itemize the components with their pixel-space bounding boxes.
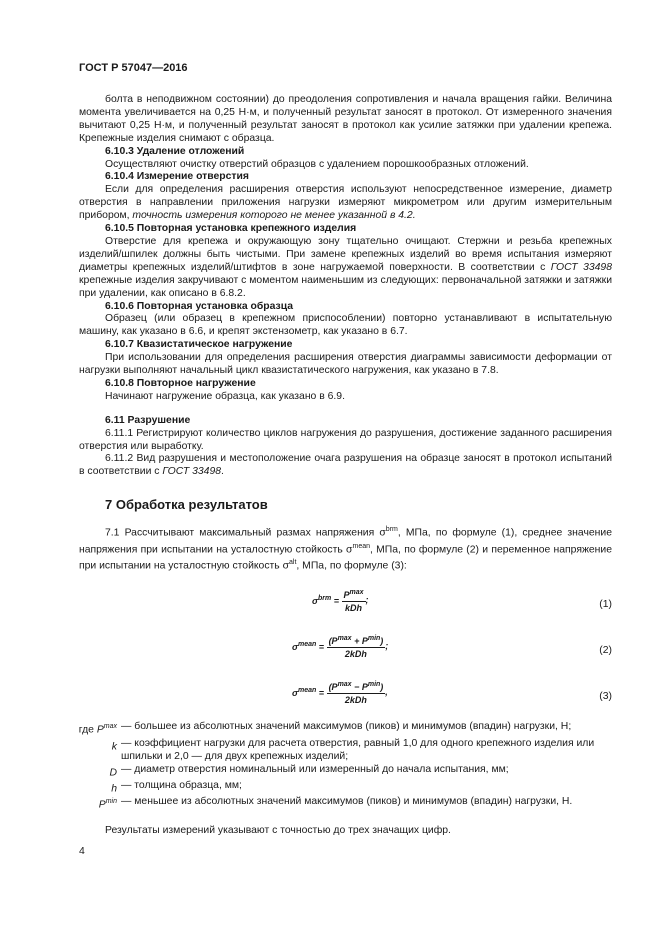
paragraph-6-11-1: 6.11.1 Регистрируют количество циклов нагружения до разрушения, достижение заданного расширения отверстия или выработку. (79, 427, 612, 452)
definition-row (63, 721, 612, 737)
paragraph-6-11-2-text-b: . (221, 466, 224, 478)
heading-6-11: 6.11 Разрушение (105, 414, 191, 426)
formula-1 (79, 587, 612, 625)
formula-eq: = (316, 688, 325, 699)
heading-6-10-5: 6.10.5 Повторная установка крепежного изделия (105, 223, 357, 235)
section-7-heading: 7 Обработка результатов (105, 497, 268, 513)
heading-6-10-3: 6.10.3 Удаление отложений (105, 145, 245, 157)
paragraph-6-10-8: Начинают нагружение образца, как указано в 6.9. (105, 390, 345, 402)
where-prefix: где (78, 724, 97, 736)
page-number: 4 (79, 846, 85, 857)
formula-tail: ; (385, 641, 389, 652)
formula-2 (79, 633, 612, 671)
p71-sup-mean: mean (352, 542, 370, 550)
p71-a: 7.1 Рассчитывают максимальный размах напряжения σ (105, 527, 386, 539)
formula-num-end: ) (380, 636, 384, 647)
definition-text: — большее из абсолютных значений максимумов (пиков) и минимумов (впадин) нагрузки, Н; (121, 721, 572, 733)
formula-3 (79, 679, 612, 717)
formula-fraction (327, 679, 386, 706)
formula-eq: = (316, 642, 325, 653)
paragraph-6-11-2-text-a: 6.11.2 Вид разрушения и местоположение очага разрушения на образце заносят в протокол испытаний в соответствии с (79, 453, 612, 478)
paragraph-6-10-5 (79, 236, 612, 301)
paragraph-6-10-4-italic: точность измерения которого не менее указанной в 4.2. (132, 210, 416, 222)
formula-number: (1) (599, 599, 612, 611)
formula-num-end: ) (380, 682, 384, 693)
formula-num-mid: + P (351, 636, 368, 647)
paragraph-6-10-4 (79, 184, 612, 223)
formula-lhs: σ (292, 642, 298, 653)
definition-symbol-sup: min (105, 798, 117, 806)
formula-eq: = (331, 596, 339, 607)
formula-number: (3) (599, 691, 612, 703)
formula-lhs-sup: mean (297, 641, 317, 649)
gost-reference: ГОСТ 33498 (162, 466, 222, 478)
paragraph-6-11-2 (79, 453, 612, 479)
p71-b: , МПа, по формуле (1), среднее значение напряжения при испытании на усталостную стойкость σ (79, 527, 612, 556)
definition-text: — толщина образца, мм; (121, 779, 242, 791)
heading-6-10-7: 6.10.7 Квазистатическое нагружение (105, 339, 293, 351)
formula-tail: ; (365, 595, 369, 606)
formula-denominator: 2kDh (344, 695, 367, 706)
heading-6-10-4: 6.10.4 Измерение отверстия (105, 171, 249, 183)
p71-sup-alt: alt (289, 559, 297, 567)
formula-numerator: (P (328, 682, 338, 693)
definition-row (63, 738, 612, 764)
heading-6-10-8: 6.10.8 Повторное нагружение (105, 377, 256, 389)
paragraph-6-10-5-text-a: Отверстие для крепежа и окружающую зону тщательно очищают. Стержни и резьба крепежных изделий/шпилек должны быть чистыми. При замене крепежных изделий во время испытания измеряют диаметры крепежных изделий/штифтов в зоне нагружаемой поверхности. В соответствии с (79, 235, 612, 273)
definition-text: — коэффициент нагрузки для расчета отверстия, равный 1,0 для одного крепежного изделия или шпильки и 2,0 — для двух крепежных изделий; (121, 737, 595, 762)
formula-num-sup: max (337, 681, 352, 689)
paragraph-6-10-5-text-b: крепежные изделия закручивают с моментом наименьшим из следующих: первоначальной затяжки и затяжки при удалении, как описано в 6.8.2. (79, 274, 612, 299)
definition-row (63, 764, 612, 780)
definition-row (63, 796, 612, 812)
definition-symbol-sup: max (103, 723, 117, 731)
formula-lhs-sup: brm (317, 595, 332, 603)
p71-c: , МПа, по формуле (2) и переменное напряжение при испытании на усталостную стойкость σ (79, 544, 613, 572)
paragraph-6-10-3: Осуществляют очистку отверстий образцов с удалением порошкообразных отложений. (105, 158, 529, 170)
formula-lhs: σ (292, 688, 298, 699)
paragraph-6-10-6: Образец (или образец в крепежном приспособлении) повторно устанавливают в испытательную машину, как указано в 6.6, и крепят экстензометр, как указано в 6.7. (79, 313, 612, 338)
formula-denominator: 2kDh (344, 649, 367, 660)
formula-num-mid: − P (351, 682, 368, 693)
heading-6-10-6: 6.10.6 Повторная установка образца (105, 300, 294, 312)
standard-header: ГОСТ Р 57047—2016 (79, 62, 188, 74)
formula-numerator: P (343, 590, 350, 601)
formula-lhs: σ (312, 596, 318, 607)
gost-reference: ГОСТ 33498 (550, 261, 612, 273)
paragraph-6-10-7: При использовании для определения расширения отверстия диаграммы зависимости деформации от нагрузки выполняют начальный цикл квазистатического нагружения, как указано в 7.8. (79, 352, 612, 377)
formula-fraction (327, 633, 389, 660)
definition-symbol: k (111, 741, 117, 753)
formula-fraction (342, 587, 366, 614)
formula-num-sup: max (349, 589, 364, 597)
symbol-definitions (63, 721, 612, 812)
definition-text: — диаметр отверстия номинальный или измеренный до начала испытания, мм; (121, 763, 509, 775)
p71-d: , МПа, по формуле (3): (296, 560, 407, 572)
definition-symbol: D (109, 767, 117, 779)
formula-num-sup: max (337, 635, 352, 643)
definition-symbol: P (98, 799, 106, 811)
definition-text: — меньшее из абсолютных значений максимумов (пиков) и минимумов (впадин) нагрузки, Н. (121, 796, 573, 808)
formula-number: (2) (599, 645, 612, 657)
formula-numerator: (P (328, 636, 338, 647)
definition-row (63, 780, 612, 796)
document-body (79, 94, 612, 838)
definition-symbol: h (111, 783, 117, 795)
paragraph-7-1 (79, 524, 612, 573)
results-precision-note: Результаты измерений указывают с точностью до трех значащих цифр. (105, 824, 451, 836)
definition-symbol: P (96, 724, 104, 736)
paragraph-continuation: болта в неподвижном состоянии) до преодоления сопротивления и начала вращения гайки. Величина момента увеличивается на 0,25 Н·м, и полученный результат заносят в протокол. От измеренного значения вычитают 0,25 Н·м, и полученный результат заносят в протокол как усилие затяжки при удалении крепежа. Крепежные изделия снимают с образца. (79, 94, 612, 144)
formula-denominator: kDh (345, 603, 363, 614)
formula-lhs-sup: mean (297, 687, 317, 695)
paragraph-6-10-4-text: Если для определения расширения отверстия используют непосредственное измерение, диаметр отверстия в направлении приложения нагрузки измеряют микрометром или другим измерительным прибором, (79, 184, 612, 222)
p71-sup-brm: brm (385, 526, 398, 534)
formula-num-sup2: min (367, 681, 381, 689)
formula-num-sup2: min (367, 635, 381, 643)
formula-tail: , (385, 687, 388, 698)
